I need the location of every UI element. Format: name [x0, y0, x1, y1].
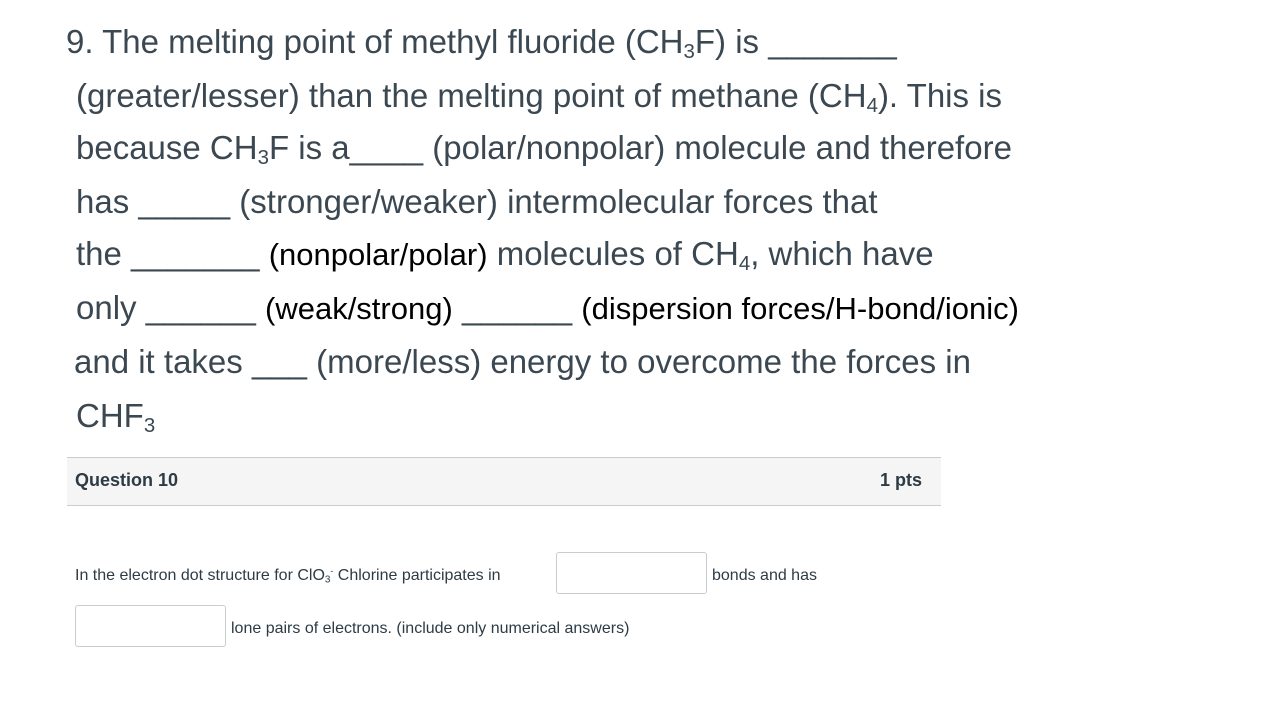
q9-line-6: only ______ (weak/strong) ______ (dispersion forces/H-bond/ionic): [76, 289, 1019, 326]
question-10-header: [67, 457, 941, 506]
question-title: Question 10: [75, 470, 179, 490]
lone-pairs-answer-input[interactable]: [75, 605, 226, 647]
lone-pairs-label: lone pairs of electrons. (include only numerical answers): [231, 620, 630, 637]
bonds-answer-input[interactable]: [556, 552, 707, 594]
q9-line-5: the _______ (nonpolar/polar) molecules of $CH_4$, which have: [76, 235, 934, 276]
q9-line-3: because $CH_3F$ is a____ (polar/nonpolar) molecule and therefore: [76, 129, 1012, 170]
question-points: 1 pts: [879, 470, 922, 490]
q9-line-1: 9. The melting point of methyl fluoride $(CH_3F)$ is _______: [66, 23, 897, 64]
q9-line-8: $CHF_3$: [76, 397, 156, 438]
q9-line-2: (greater/lesser) than the melting point of methane $(CH_4)$. This is: [76, 77, 1003, 118]
bonds-label: bonds and has: [712, 567, 817, 584]
question-10-prompt: In the electron dot structure for ClO$_3$- Chlorine participates in: [75, 565, 501, 586]
q9-line-4: has _____ (stronger/weaker) intermolecular forces that: [76, 183, 878, 220]
q9-line-7: and it takes ___ (more/less) energy to overcome the forces in: [74, 343, 971, 380]
